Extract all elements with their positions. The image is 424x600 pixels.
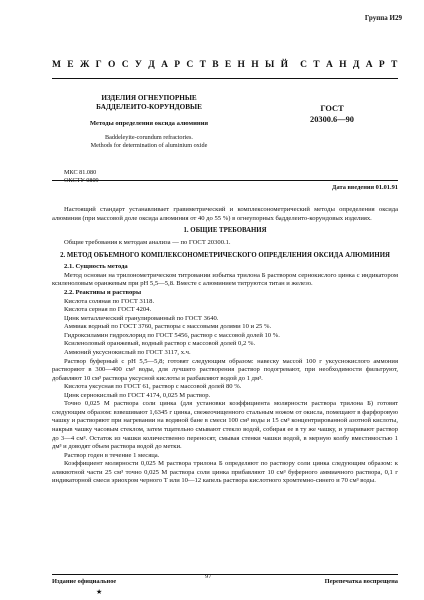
gost-number: 20300.6—90	[310, 114, 354, 124]
official-edition-label: Издание официальное	[52, 578, 117, 585]
standard-type-heading	[52, 60, 398, 70]
standard-type-letter: Р	[378, 60, 386, 70]
standard-type-letter: Г	[95, 60, 103, 70]
section-2-heading: 2. МЕТОД ОБЪЕМНОГО КОМПЛЕКСОНОМЕТРИЧЕСКОГО ОПРЕДЕЛЕНИЯ ОКСИДА АЛЮМИНИЯ	[60, 251, 390, 259]
buffer-solution-text: Раствор буферный с pH 5,5—5,8; готовят следующим образом: навеску массой 100 г уксуснокислого аммония растворяют в 300—400 см³ воды, для лучшего растворения раствор подогревают, при необходимости фильтруют, добавляют 10 см³ раствора уксусной кислоты и разбавляют водой до 1 дм³.	[52, 357, 398, 382]
reagent-item: Цинк металлический гранулированный по ГОСТ 3640.	[64, 314, 219, 322]
intro-paragraph: Настоящий стандарт устанавливает гравиметрический и комплексонометрический методы определения оксида алюминия (при массовой доле оксида алюминия от 40 до 55 %) в огнеупорных бадделеито-корундовых изделиях.	[52, 206, 398, 222]
title-line-1: ИЗДЕЛИЯ ОГНЕУПОРНЫЕ	[101, 94, 197, 102]
standard-type-letter: Т	[199, 60, 207, 70]
standard-type-letter: А	[325, 60, 334, 70]
title-line-2: БАДДЕЛЕИТО-КОРУНДОВЫЕ	[96, 103, 202, 111]
standard-type-letter: С	[300, 60, 308, 70]
page-number: 97	[205, 573, 212, 580]
introduction-date: Дата введения 01.01.91	[332, 184, 398, 191]
standard-type-letter: Ы	[264, 60, 275, 70]
reagent-item: Аммиак водный по ГОСТ 3760, растворы с массовыми долями 10 и 25 %.	[64, 323, 272, 331]
standard-type-letter: Е	[67, 60, 75, 70]
english-title-line-2: Methods for determination of aluminium oxide	[90, 142, 208, 150]
top-rule	[52, 78, 398, 79]
standard-type-letter: Н	[251, 60, 260, 70]
reagent-item: Гидроксиламин гидрохлорид по ГОСТ 5456, раствор с массовой долей 10 %.	[64, 331, 280, 339]
reagent-item: Кислота серная по ГОСТ 4204.	[64, 306, 152, 314]
reagent-list	[52, 298, 398, 358]
standard-type-letter: Ж	[79, 60, 90, 70]
reagent-item: Аммоний уксуснокислый по ГОСТ 3117, х.ч.	[64, 348, 191, 356]
english-title	[64, 134, 234, 150]
section-1-heading: 1. ОБЩИЕ ТРЕБОВАНИЯ	[183, 227, 267, 235]
subsection-2-2: 2.2. Реактивы и растворы	[64, 289, 142, 297]
star-mark: ★	[96, 588, 103, 596]
acetic-acid-text: Кислота уксусная по ГОСТ 61, раствор с массовой долей 80 %.	[64, 383, 242, 391]
section-1-text: Общие требования к методам анализа — по ГОСТ 20300.1.	[64, 238, 231, 246]
okstu-code: ОКСТУ 0809	[64, 177, 99, 185]
standard-type-letter: Д	[352, 60, 360, 70]
subsection-2-1: 2.1. Сущность метода	[64, 263, 128, 271]
standard-type-letter: Н	[339, 60, 348, 70]
reprint-prohibited-label: Перепечатка воспрещена	[324, 578, 398, 585]
document-body	[52, 206, 398, 486]
standard-type-letter: Д	[148, 60, 156, 70]
standard-type-letter: Т	[313, 60, 321, 70]
document-title	[64, 94, 234, 112]
english-title-line-1: Baddeleyite-corundum refractories.	[105, 134, 193, 141]
standard-type-letter: Р	[174, 60, 181, 70]
standard-type-letter: Н	[237, 60, 246, 70]
standard-type-letter: С	[186, 60, 194, 70]
zinc-salt-text: Цинк сернокислый по ГОСТ 4174, 0,025 М раствор.	[64, 391, 211, 399]
footer	[52, 578, 398, 585]
header-rule	[52, 180, 398, 181]
footer-rule	[52, 574, 398, 575]
reagent-item: Кислота соляная по ГОСТ 3118.	[64, 297, 155, 305]
method-subtitle: Методы определения оксида алюминия	[89, 120, 209, 127]
mks-code: МКС 81.080	[64, 169, 97, 176]
classification-codes	[64, 169, 99, 185]
gost-designation	[292, 104, 372, 125]
standard-type-letter: М	[52, 60, 62, 70]
standard-type-letter: А	[365, 60, 374, 70]
standard-type-letter: У	[134, 60, 143, 70]
standard-type-letter: О	[108, 60, 116, 70]
standard-type-letter: Т	[391, 60, 398, 70]
molarity-coefficient-text: Коэффициент молярности 0,025 М раствора трилона Б определяют по раствору соли цинка следующим образом: к аликвотной части 25 см³ точно 0,025 М раствора соли цинка прибавляют 10 см³ буферного аммиачного раствора, 0,1 г индикаторной смеси эриохром черного Т или 10—12 капель раствора кислотного хромтемно-синего и 70 см³ воды.	[52, 460, 398, 485]
standard-type-letter: Е	[224, 60, 232, 70]
standard-type-letter: Й	[280, 60, 289, 70]
method-essence-text: Метод основан на трилонометрическом титровании избытка трилона Б раствором сернокислого цинка с индикатором ксиленоловым оранжевым при pH 5,5—5,8. Вместе с алюминием титруются титан и железо.	[52, 271, 398, 288]
gost-label: ГОСТ	[320, 104, 344, 113]
zinc-solution-prep-text: Точно 0,025 М раствора соли цинка (для установки коэффициента молярности раствора трилона Б) готовят следующим образом: взвешивают 1,6345 г цинка, свежеочищенного стальным ножом от окисла, помещают в фарфоровую чашку и растворяют при нагревании на водяной бане в смеси 100 см³ воды и 15 см³ концентрированной азотной кислоты, накрыв чашку часовым стеклом, затем тщательно смывают стекло водой, собирая ее в ту же чашку, и упаривают раствор до 3—4 см³. Остаток из чашки количественно переносят, смывая стенки чашки водой, в мерную колбу вместимостью 1 дм³ и доводят объем раствора водой до метки.	[52, 400, 398, 451]
standard-type-letter: В	[212, 60, 220, 70]
shelf-life-text: Раствор годен в течение 1 месяца.	[64, 451, 160, 459]
group-code: Группа И29	[364, 14, 402, 22]
standard-type-letter: А	[161, 60, 169, 70]
reagent-item: Ксиленоловый оранжевый, водный раствор с массовой долей 0,2 %.	[64, 340, 256, 348]
standard-type-letter: С	[121, 60, 130, 70]
